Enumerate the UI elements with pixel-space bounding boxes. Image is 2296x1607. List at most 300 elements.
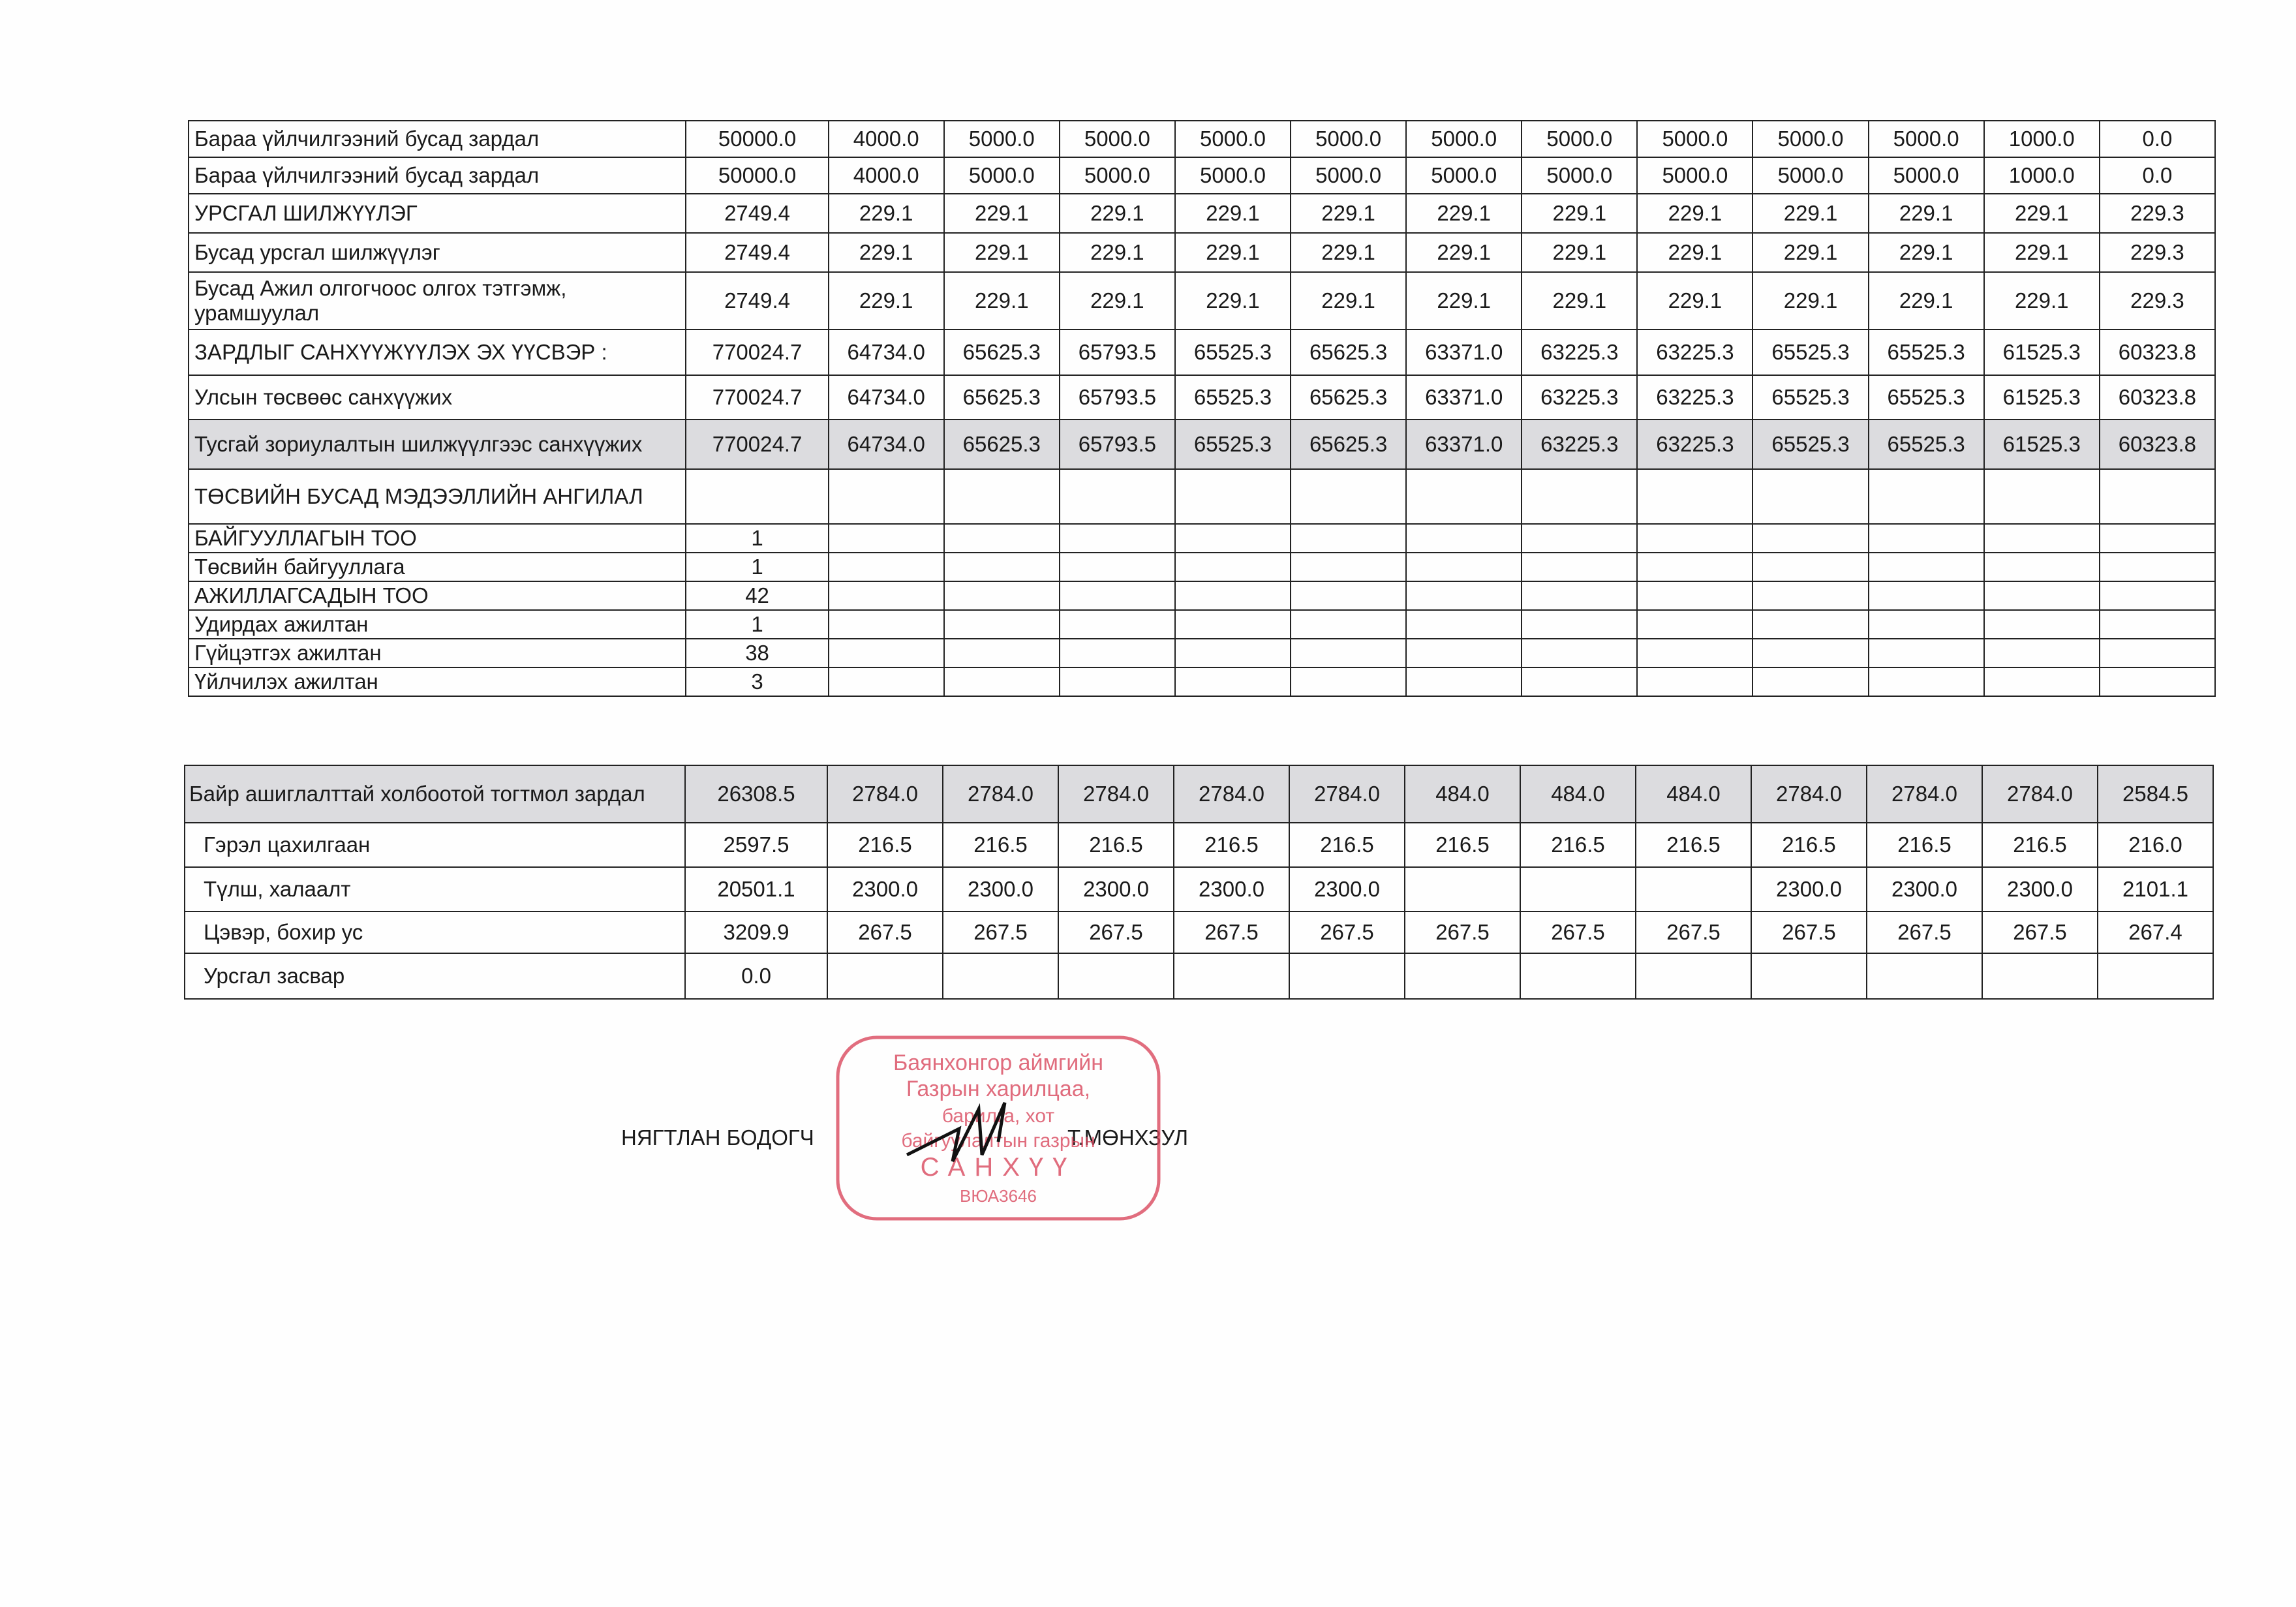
cell-value: 65793.5 [1060, 329, 1175, 375]
accountant-title: НЯГТЛАН БОДОГЧ [621, 1125, 814, 1150]
table-row [185, 823, 2213, 867]
row-label: Гүйцэтгэх ажилтан [189, 639, 686, 667]
cell-value: 1000.0 [1984, 157, 2100, 194]
cell-value: 5000.0 [1291, 157, 1406, 194]
cell-value: 64734.0 [829, 420, 944, 469]
cell-value: 267.5 [943, 911, 1058, 953]
cell-value: 267.5 [1405, 911, 1520, 953]
cell-value: 229.1 [1522, 272, 1637, 329]
cell-value: 5000.0 [1637, 121, 1753, 157]
table-row [189, 157, 2215, 194]
cell-value: 50000.0 [686, 121, 828, 157]
cell-value [1637, 667, 1753, 696]
cell-value [1982, 953, 2098, 999]
cell-value [1637, 524, 1753, 553]
cell-value: 267.5 [1982, 911, 2098, 953]
cell-value [1984, 667, 2100, 696]
cell-value: 2784.0 [1058, 765, 1174, 823]
cell-value: 5000.0 [1406, 157, 1522, 194]
cell-value: 2300.0 [1982, 867, 2098, 911]
cell-value: 216.5 [1982, 823, 2098, 867]
cell-value: 65625.3 [1291, 375, 1406, 420]
cell-value: 216.5 [1636, 823, 1751, 867]
cell-value: 229.1 [1060, 194, 1175, 233]
row-label: Бусад урсгал шилжүүлэг [189, 233, 686, 272]
cell-value [1984, 469, 2100, 524]
cell-value [1175, 667, 1291, 696]
cell-value: 65525.3 [1869, 329, 1984, 375]
cell-value: 484.0 [1520, 765, 1636, 823]
cell-value [1637, 610, 1753, 639]
cell-value: 63225.3 [1637, 375, 1753, 420]
cell-value: 63225.3 [1637, 420, 1753, 469]
cell-value: 267.5 [1520, 911, 1636, 953]
cell-value: 5000.0 [1637, 157, 1753, 194]
building-costs-table [184, 765, 2214, 1000]
cell-value: 229.1 [1984, 233, 2100, 272]
cell-value [1984, 610, 2100, 639]
cell-value [1522, 667, 1637, 696]
cell-value: 229.1 [1406, 272, 1522, 329]
cell-value [1175, 524, 1291, 553]
cell-value: 5000.0 [1291, 121, 1406, 157]
cell-value: 65793.5 [1060, 375, 1175, 420]
table-row [185, 953, 2213, 999]
cell-value: 229.1 [829, 233, 944, 272]
cell-value: 216.5 [1289, 823, 1405, 867]
cell-value [1522, 469, 1637, 524]
table-row [189, 329, 2215, 375]
cell-value: 229.1 [944, 233, 1060, 272]
cell-value: 5000.0 [1406, 121, 1522, 157]
cell-value [829, 610, 944, 639]
cell-value: 20501.1 [685, 867, 827, 911]
table-row [189, 639, 2215, 667]
cell-value: 61525.3 [1984, 329, 2100, 375]
table-row [189, 272, 2215, 329]
cell-value: 267.4 [2098, 911, 2213, 953]
cell-value [1636, 953, 1751, 999]
cell-value: 65525.3 [1753, 329, 1868, 375]
table-row [185, 765, 2213, 823]
cell-value: 65625.3 [944, 375, 1060, 420]
cell-value: 229.1 [1984, 194, 2100, 233]
cell-value: 267.5 [1867, 911, 1982, 953]
cell-value: 216.5 [1520, 823, 1636, 867]
cell-value: 2584.5 [2098, 765, 2213, 823]
accountant-name: Т.МӨНХЗУЛ [1067, 1125, 1189, 1150]
cell-value: 0.0 [2100, 121, 2215, 157]
cell-value: 229.1 [1869, 272, 1984, 329]
cell-value: 229.1 [1984, 272, 2100, 329]
cell-value [827, 953, 943, 999]
table-row [189, 581, 2215, 610]
cell-value [2100, 581, 2215, 610]
cell-value: 2300.0 [943, 867, 1058, 911]
cell-value: 2300.0 [1751, 867, 1867, 911]
cell-value [829, 639, 944, 667]
cell-value: 229.1 [1869, 194, 1984, 233]
cell-value [1637, 581, 1753, 610]
row-label: Бусад Ажил олгогчоос олгох тэтгэмж, урамшуулал [189, 272, 686, 329]
cell-value: 4000.0 [829, 121, 944, 157]
row-label: ЗАРДЛЫГ САНХҮҮЖҮҮЛЭХ ЭХ ҮҮСВЭР : [189, 329, 686, 375]
cell-value: 65525.3 [1175, 375, 1291, 420]
cell-value [1984, 524, 2100, 553]
cell-value [944, 553, 1060, 581]
table-row [189, 420, 2215, 469]
cell-value: 2749.4 [686, 272, 828, 329]
cell-value [1291, 610, 1406, 639]
cell-value [1289, 953, 1405, 999]
cell-value: 216.5 [943, 823, 1058, 867]
table-row [189, 553, 2215, 581]
cell-value: 229.3 [2100, 272, 2215, 329]
cell-value: 229.1 [1753, 233, 1868, 272]
cell-value: 4000.0 [829, 157, 944, 194]
cell-value: 216.0 [2098, 823, 2213, 867]
cell-value [1406, 553, 1522, 581]
cell-value [1406, 667, 1522, 696]
cell-value: 2101.1 [2098, 867, 2213, 911]
table-row [185, 867, 2213, 911]
row-label: Төсвийн байгууллага [189, 553, 686, 581]
row-label: Бараа үйлчилгээний бусад зардал [189, 121, 686, 157]
table-row [185, 911, 2213, 953]
cell-value: 229.1 [1175, 233, 1291, 272]
cell-value: 65625.3 [944, 420, 1060, 469]
cell-value: 65625.3 [944, 329, 1060, 375]
row-label: Байр ашиглалттай холбоотой тогтмол зардал [185, 765, 685, 823]
cell-value: 38 [686, 639, 828, 667]
cell-value [1060, 581, 1175, 610]
cell-value [829, 469, 944, 524]
cell-value [944, 581, 1060, 610]
svg-text:барилга, хот: барилга, хот [941, 1105, 1055, 1127]
cell-value: 3209.9 [685, 911, 827, 953]
cell-value [1869, 469, 1984, 524]
cell-value: 2597.5 [685, 823, 827, 867]
cell-value: 216.5 [1867, 823, 1982, 867]
cell-value [1175, 553, 1291, 581]
cell-value: 5000.0 [944, 157, 1060, 194]
cell-value [1291, 639, 1406, 667]
cell-value: 63225.3 [1637, 329, 1753, 375]
cell-value: 229.1 [944, 272, 1060, 329]
cell-value [1060, 553, 1175, 581]
cell-value: 2300.0 [1867, 867, 1982, 911]
cell-value: 2749.4 [686, 194, 828, 233]
cell-value: 65793.5 [1060, 420, 1175, 469]
cell-value [1984, 581, 2100, 610]
cell-value [1637, 639, 1753, 667]
cell-value: 60323.8 [2100, 420, 2215, 469]
cell-value: 229.3 [2100, 194, 2215, 233]
row-label: Урсгал засвар [185, 953, 685, 999]
cell-value: 267.5 [1058, 911, 1174, 953]
cell-value: 267.5 [827, 911, 943, 953]
cell-value [944, 667, 1060, 696]
cell-value: 5000.0 [1175, 121, 1291, 157]
cell-value: 2300.0 [1289, 867, 1405, 911]
cell-value [1753, 639, 1868, 667]
cell-value: 2300.0 [1058, 867, 1174, 911]
cell-value [1637, 469, 1753, 524]
cell-value [1406, 469, 1522, 524]
cell-value: 2784.0 [1174, 765, 1289, 823]
row-label: Удирдах ажилтан [189, 610, 686, 639]
cell-value [1060, 469, 1175, 524]
cell-value: 229.1 [1406, 233, 1522, 272]
cell-value: 5000.0 [1060, 121, 1175, 157]
cell-value [1406, 524, 1522, 553]
cell-value: 229.1 [1406, 194, 1522, 233]
cell-value: 484.0 [1405, 765, 1520, 823]
cell-value: 216.5 [827, 823, 943, 867]
cell-value [1753, 610, 1868, 639]
cell-value [1291, 581, 1406, 610]
table-row [189, 610, 2215, 639]
cell-value: 267.5 [1289, 911, 1405, 953]
cell-value: 484.0 [1636, 765, 1751, 823]
cell-value: 267.5 [1751, 911, 1867, 953]
row-label: Гэрэл цахилгаан [185, 823, 685, 867]
cell-value: 5000.0 [1522, 157, 1637, 194]
cell-value: 229.1 [1060, 233, 1175, 272]
cell-value [1869, 610, 1984, 639]
cell-value [686, 469, 828, 524]
cell-value [1174, 953, 1289, 999]
cell-value: 5000.0 [1060, 157, 1175, 194]
table-row [189, 469, 2215, 524]
cell-value [1520, 953, 1636, 999]
table-row [189, 121, 2215, 157]
cell-value: 229.3 [2100, 233, 2215, 272]
cell-value [2100, 524, 2215, 553]
cell-value [1867, 953, 1982, 999]
cell-value: 65525.3 [1175, 420, 1291, 469]
cell-value: 2300.0 [827, 867, 943, 911]
cell-value: 2749.4 [686, 233, 828, 272]
cell-value [1291, 469, 1406, 524]
svg-text:Газрын харилцаа,: Газрын харилцаа, [906, 1077, 1091, 1101]
cell-value: 5000.0 [1753, 157, 1868, 194]
cell-value [1060, 667, 1175, 696]
cell-value [1753, 524, 1868, 553]
cell-value [1522, 610, 1637, 639]
cell-value: 229.1 [944, 194, 1060, 233]
cell-value: 61525.3 [1984, 375, 2100, 420]
cell-value: 2784.0 [943, 765, 1058, 823]
cell-value: 65525.3 [1753, 375, 1868, 420]
cell-value [1869, 581, 1984, 610]
cell-value [1984, 553, 2100, 581]
cell-value [1406, 639, 1522, 667]
cell-value: 65625.3 [1291, 329, 1406, 375]
cell-value: 267.5 [1174, 911, 1289, 953]
cell-value: 229.1 [1291, 272, 1406, 329]
cell-value: 63371.0 [1406, 375, 1522, 420]
cell-value: 216.5 [1751, 823, 1867, 867]
cell-value: 64734.0 [829, 375, 944, 420]
cell-value: 229.1 [1869, 233, 1984, 272]
cell-value: 63371.0 [1406, 329, 1522, 375]
cell-value: 2784.0 [827, 765, 943, 823]
cell-value: 229.1 [1522, 194, 1637, 233]
cell-value [1753, 469, 1868, 524]
row-label: УРСГАЛ ШИЛЖҮҮЛЭГ [189, 194, 686, 233]
cell-value [1060, 610, 1175, 639]
cell-value: 0.0 [2100, 157, 2215, 194]
table-row [189, 667, 2215, 696]
cell-value [2100, 610, 2215, 639]
row-label: Үйлчилэх ажилтан [189, 667, 686, 696]
cell-value: 2784.0 [1289, 765, 1405, 823]
cell-value: 5000.0 [1175, 157, 1291, 194]
cell-value [1869, 667, 1984, 696]
cell-value: 267.5 [1636, 911, 1751, 953]
svg-text:ВЮА3646: ВЮА3646 [960, 1186, 1037, 1206]
cell-value [1869, 524, 1984, 553]
cell-value: 5000.0 [1753, 121, 1868, 157]
cell-value [829, 524, 944, 553]
svg-text:Баянхонгор аймгийн: Баянхонгор аймгийн [893, 1050, 1104, 1075]
cell-value [1175, 610, 1291, 639]
cell-value [1060, 639, 1175, 667]
cell-value [944, 469, 1060, 524]
cell-value [1751, 953, 1867, 999]
cell-value: 3 [686, 667, 828, 696]
cell-value: 1 [686, 610, 828, 639]
table-row [189, 194, 2215, 233]
cell-value: 770024.7 [686, 375, 828, 420]
table-row [189, 233, 2215, 272]
cell-value: 229.1 [1522, 233, 1637, 272]
cell-value: 50000.0 [686, 157, 828, 194]
cell-value [2100, 639, 2215, 667]
cell-value: 64734.0 [829, 329, 944, 375]
cell-value [1175, 581, 1291, 610]
cell-value: 216.5 [1405, 823, 1520, 867]
cell-value [1637, 553, 1753, 581]
cell-value: 229.1 [1753, 194, 1868, 233]
cell-value: 26308.5 [685, 765, 827, 823]
row-label: БАЙГУУЛЛАГЫН ТОО [189, 524, 686, 553]
cell-value [1406, 581, 1522, 610]
cell-value [2100, 667, 2215, 696]
cell-value: 229.1 [1175, 194, 1291, 233]
cell-value: 2784.0 [1751, 765, 1867, 823]
cell-value [1869, 639, 1984, 667]
cell-value [1636, 867, 1751, 911]
cell-value [1522, 524, 1637, 553]
cell-value [943, 953, 1058, 999]
cell-value [829, 581, 944, 610]
cell-value: 229.1 [1175, 272, 1291, 329]
cell-value: 65525.3 [1869, 375, 1984, 420]
cell-value [944, 639, 1060, 667]
cell-value [1406, 610, 1522, 639]
cell-value [1175, 639, 1291, 667]
cell-value: 65525.3 [1175, 329, 1291, 375]
cell-value: 2784.0 [1982, 765, 2098, 823]
cell-value [829, 553, 944, 581]
cell-value: 60323.8 [2100, 329, 2215, 375]
cell-value: 63225.3 [1522, 420, 1637, 469]
cell-value: 5000.0 [1869, 157, 1984, 194]
row-label: ТӨСВИЙН БУСАД МЭДЭЭЛЛИЙН АНГИЛАЛ [189, 469, 686, 524]
row-label: Бараа үйлчилгээний бусад зардал [189, 157, 686, 194]
cell-value: 229.1 [1753, 272, 1868, 329]
cell-value: 229.1 [1291, 233, 1406, 272]
cell-value: 229.1 [1637, 233, 1753, 272]
row-label: АЖИЛЛАГСАДЫН ТОО [189, 581, 686, 610]
cell-value [1984, 639, 2100, 667]
cell-value [1753, 667, 1868, 696]
row-label: Түлш, халаалт [185, 867, 685, 911]
cell-value [1060, 524, 1175, 553]
cell-value [1520, 867, 1636, 911]
cell-value: 229.1 [829, 194, 944, 233]
cell-value: 2784.0 [1867, 765, 1982, 823]
cell-value: 1 [686, 553, 828, 581]
cell-value: 229.1 [1637, 194, 1753, 233]
cell-value: 1000.0 [1984, 121, 2100, 157]
cell-value [944, 524, 1060, 553]
cell-value [1405, 953, 1520, 999]
cell-value: 2300.0 [1174, 867, 1289, 911]
cell-value [2100, 553, 2215, 581]
cell-value: 229.1 [1060, 272, 1175, 329]
table-row [189, 375, 2215, 420]
cell-value: 216.5 [1058, 823, 1174, 867]
cell-value: 770024.7 [686, 420, 828, 469]
cell-value [1753, 553, 1868, 581]
cell-value: 63225.3 [1522, 375, 1637, 420]
cell-value: 65525.3 [1753, 420, 1868, 469]
table-row [189, 524, 2215, 553]
cell-value: 60323.8 [2100, 375, 2215, 420]
cell-value: 61525.3 [1984, 420, 2100, 469]
cell-value: 65525.3 [1869, 420, 1984, 469]
cell-value: 229.1 [1637, 272, 1753, 329]
cell-value: 5000.0 [1522, 121, 1637, 157]
cell-value: 63225.3 [1522, 329, 1637, 375]
row-label: Тусгай зориулалтын шилжүүлгээс санхүүжих [189, 420, 686, 469]
budget-table [188, 120, 2216, 697]
cell-value [1405, 867, 1520, 911]
cell-value: 5000.0 [1869, 121, 1984, 157]
cell-value [1058, 953, 1174, 999]
svg-text:САНХҮҮ: САНХҮҮ [920, 1153, 1077, 1182]
cell-value [1869, 553, 1984, 581]
cell-value: 0.0 [685, 953, 827, 999]
cell-value [1291, 553, 1406, 581]
cell-value [1522, 639, 1637, 667]
cell-value [944, 610, 1060, 639]
cell-value: 216.5 [1174, 823, 1289, 867]
cell-value [1522, 553, 1637, 581]
cell-value: 770024.7 [686, 329, 828, 375]
cell-value [1522, 581, 1637, 610]
row-label: Улсын төсвөөс санхүүжих [189, 375, 686, 420]
cell-value [2098, 953, 2213, 999]
cell-value: 42 [686, 581, 828, 610]
official-stamp [829, 1031, 1168, 1227]
svg-text:байгуулалтын газрын: байгуулалтын газрын [901, 1130, 1095, 1152]
cell-value [1291, 667, 1406, 696]
cell-value [1291, 524, 1406, 553]
